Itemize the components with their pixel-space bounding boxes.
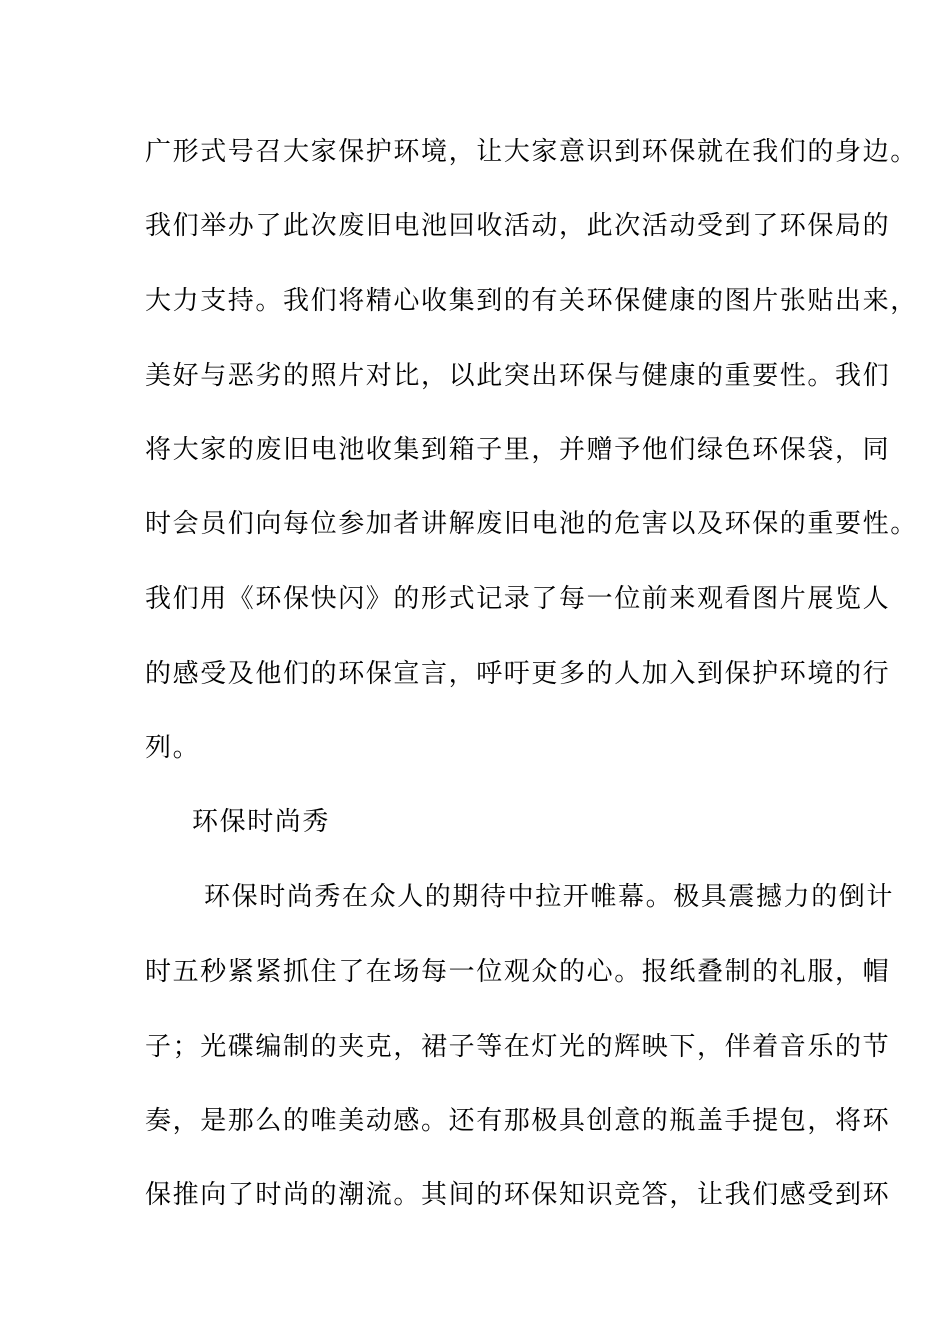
paragraph-1-line-5: 将大家的废旧电池收集到箱子里，并赠予他们绿色环保袋，同 (145, 435, 891, 465)
paragraph-1-line-6: 时会员们向每位参加者讲解废旧电池的危害以及环保的重要性。 (145, 509, 918, 539)
paragraph-2-line-4: 奏，是那么的唯美动感。还有那极具创意的瓶盖手提包，将环 (145, 1106, 891, 1136)
paragraph-1-line-1: 广形式号召大家保护环境，让大家意识到环保就在我们的身边。 (145, 137, 918, 167)
paragraph-1-line-9: 列。 (145, 733, 201, 763)
paragraph-2-line-5: 保推向了时尚的潮流。其间的环保知识竞答，让我们感受到环 (145, 1180, 891, 1210)
paragraph-2-line-2: 时五秒紧紧抓住了在场每一位观众的心。报纸叠制的礼服，帽 (145, 957, 891, 987)
paragraph-1-line-2: 我们举办了此次废旧电池回收活动，此次活动受到了环保局的 (145, 211, 891, 241)
paragraph-1-line-7: 我们用《环保快闪》的形式记录了每一位前来观看图片展览人 (145, 584, 891, 614)
section-heading: 环保时尚秀 (192, 807, 331, 837)
paragraph-1-line-4: 美好与恶劣的照片对比，以此突出环保与健康的重要性。我们 (145, 361, 891, 391)
paragraph-2-line-1: 环保时尚秀在众人的期待中拉开帷幕。极具震撼力的倒计 (204, 882, 895, 912)
paragraph-1-line-3: 大力支持。我们将精心收集到的有关环保健康的图片张贴出来， (145, 286, 918, 316)
paragraph-1-line-8: 的感受及他们的环保宣言，呼吁更多的人加入到保护环境的行 (145, 659, 891, 689)
paragraph-2-line-3: 子；光碟编制的夹克，裙子等在灯光的辉映下，伴着音乐的节 (145, 1032, 891, 1062)
